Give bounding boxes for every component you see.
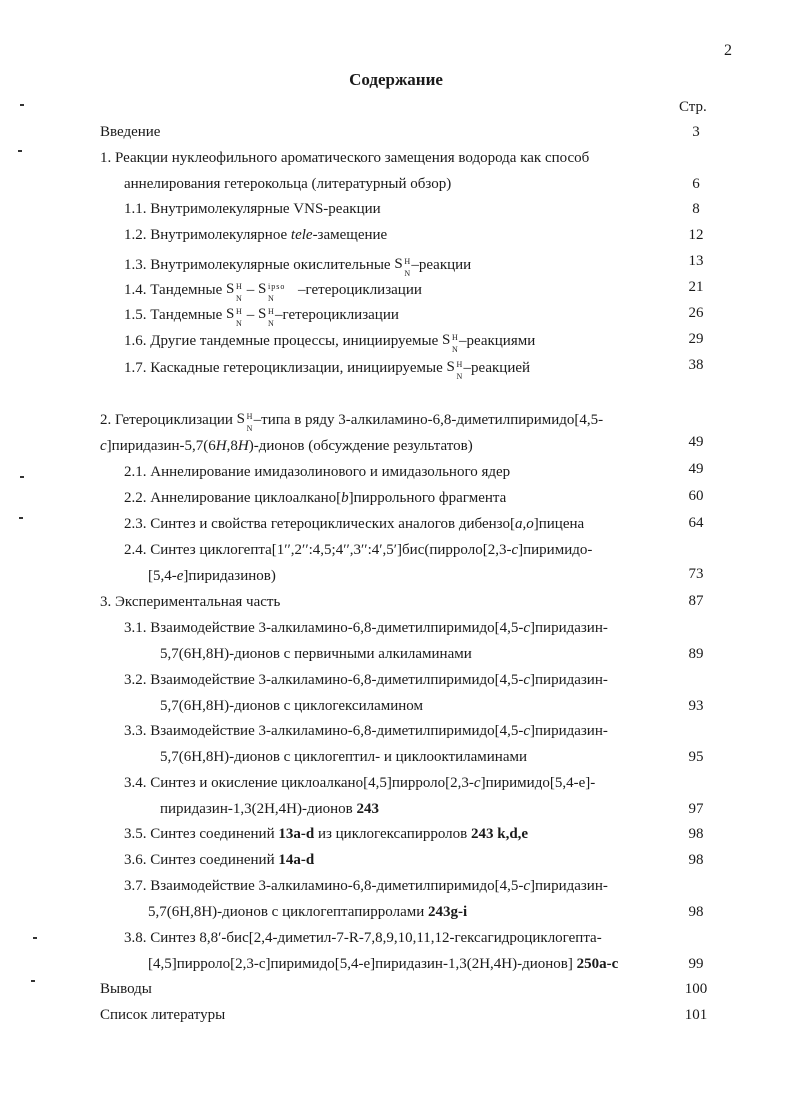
toc-page: 8	[692, 201, 700, 217]
text-italic: H	[215, 438, 227, 454]
toc-page: 49	[688, 461, 704, 477]
toc-entry-3-3-line2: 5,7(6H,8H)-дионов с циклогептил- и циклооктиламинами	[160, 749, 528, 765]
symbol-n: N	[268, 294, 274, 303]
compound-number: 243	[356, 801, 380, 817]
sn-h-symbol	[446, 358, 464, 381]
toc-entry-1-2	[124, 226, 387, 244]
toc-entry-1-5	[124, 305, 399, 328]
symbol-h: H	[268, 307, 274, 316]
text: –реакцией	[463, 360, 531, 376]
text: ]пицена	[533, 516, 585, 532]
toc-entry-3-2-line1	[124, 671, 608, 689]
text: –гетероциклизации	[298, 282, 422, 298]
text: ]пиридазинов)	[183, 568, 276, 584]
toc-page: 13	[688, 253, 704, 269]
text: -замещение	[312, 227, 388, 243]
text: ,8	[226, 438, 238, 454]
text: –реакции	[411, 257, 472, 273]
text: )-дионов (обсуждение результатов)	[248, 438, 473, 454]
toc-entry-3-2-line2: 5,7(6H,8H)-дионов с циклогексиламином	[160, 698, 424, 714]
toc-entry-1-line2: аннелирования гетерокольца (литературный обзор)	[124, 176, 452, 192]
symbol-ipso: ipso	[268, 282, 286, 291]
symbol-n: N	[268, 319, 274, 328]
sn-h-symbol	[394, 255, 411, 278]
toc-page: 95	[688, 749, 704, 765]
text: 3.3. Взаимодействие 3-алкиламино-6,8-диметилпиримидо[4,5-	[124, 723, 524, 739]
symbol-s: S	[236, 411, 246, 427]
text: 3.1. Взаимодействие 3-алкиламино-6,8-диметилпиримидо[4,5-	[124, 620, 524, 636]
toc-entry-3-8-line2	[148, 955, 618, 973]
toc-entry-3-4-line1	[124, 774, 595, 792]
toc-entry-3-7-line2	[148, 903, 467, 921]
scan-mark	[20, 476, 24, 478]
toc-entry-1-6	[124, 331, 536, 354]
symbol-n: N	[404, 269, 411, 278]
symbol-h: H	[236, 282, 242, 291]
sn-h-symbol	[226, 305, 243, 328]
sn-ipso-symbol	[258, 280, 298, 303]
text: –реакциями	[458, 333, 536, 349]
text-italic: e	[176, 568, 184, 584]
toc-page: 21	[688, 279, 704, 295]
text: 2. Гетероциклизации	[100, 412, 237, 428]
text: ]пиридазин-	[530, 723, 608, 739]
toc-entry-3-1-line2: 5,7(6H,8H)-дионов с первичными алкиламинами	[160, 646, 472, 662]
toc-entry-3-1-line1	[124, 619, 608, 637]
text: 2.4. Синтез циклогепта[1′′,2′′:4,5;4′′,3′′:4′,5′]бис(пирроло[2,3-	[124, 542, 512, 558]
toc-page: 98	[688, 852, 704, 868]
text: 1.6. Другие тандемные процессы, инициируемые	[124, 333, 442, 349]
symbol-s: S	[226, 306, 235, 322]
toc-entry-1-3	[124, 255, 472, 278]
text-italic: c	[473, 775, 481, 791]
toc-entry-3-3-line1	[124, 722, 608, 740]
toc-entry-3: 3. Экспериментальная часть	[100, 594, 281, 610]
text-italic: c	[523, 672, 531, 688]
text: 3.6. Синтез соединений	[124, 852, 279, 868]
text-italic: c	[523, 723, 531, 739]
symbol-s: S	[258, 306, 267, 322]
text: –	[243, 307, 259, 323]
scan-mark	[31, 980, 35, 982]
text: 2.2. Аннелирование циклоалкано[	[124, 490, 342, 506]
toc-page: 73	[688, 566, 704, 582]
toc-page: 29	[688, 331, 704, 347]
symbol-s: S	[258, 281, 267, 297]
toc-entry-2-4-line2	[148, 567, 276, 585]
text: ]пиридазин-	[530, 878, 608, 894]
symbol-s: S	[394, 256, 403, 272]
scan-mark	[33, 937, 37, 939]
symbol-h: H	[456, 360, 463, 369]
sn-h-symbol	[258, 305, 275, 328]
symbol-s: S	[441, 332, 451, 348]
toc-entry-2-2	[124, 489, 506, 507]
text: –гетероциклизации	[275, 307, 399, 323]
symbol-n: N	[236, 319, 242, 328]
text: [4,5]пирроло[2,3-c]пиримидо[5,4-e]пиридазин-1,3(2H,4H)-дионов]	[148, 956, 577, 972]
text: из циклогексапирролов	[314, 826, 471, 842]
toc-entry-conclusions: Выводы	[100, 981, 152, 997]
scan-mark	[20, 104, 24, 106]
scan-mark	[19, 517, 23, 519]
text: ]пиримидо[5,4-e]-	[480, 775, 596, 791]
text: ]пиррольного фрагмента	[348, 490, 507, 506]
toc-entry-1-7	[124, 358, 531, 381]
compound-number: 243 k,d,e	[471, 826, 529, 842]
text: пиридазин-1,3(2H,4H)-дионов	[160, 801, 357, 817]
toc-entry-2-1: 2.1. Аннелирование имидазолинового и имидазольного ядер	[124, 464, 511, 480]
text: 1.4. Тандемные	[124, 282, 227, 298]
toc-entry-2-3	[124, 515, 584, 533]
text: ]пиридазин-5,7(6	[106, 438, 216, 454]
toc-page: 38	[688, 357, 704, 373]
toc-title: Содержание	[349, 70, 443, 89]
symbol-h: H	[451, 333, 458, 342]
text: 1.5. Тандемные	[124, 307, 227, 323]
compound-number: 14a-d	[278, 852, 315, 868]
toc-page: 60	[688, 488, 704, 504]
toc-page: 101	[684, 1007, 708, 1023]
text: 1.2. Внутримолекулярное	[124, 227, 291, 243]
symbol-h: H	[246, 412, 253, 421]
text-italic: c	[523, 620, 531, 636]
text: –типа в ряду 3-алкиламино-6,8-диметилпиримидо[4,5-	[253, 412, 604, 428]
toc-entry-references: Список литературы	[100, 1007, 226, 1023]
symbol-s: S	[226, 281, 235, 297]
toc-page: 89	[688, 646, 704, 662]
symbol-s: S	[446, 359, 455, 375]
sn-h-symbol	[226, 280, 243, 303]
toc-entry-3-7-line1	[124, 877, 608, 895]
symbol-n: N	[246, 424, 253, 433]
text-italic: c	[511, 542, 519, 558]
text: 1.3. Внутримолекулярные окислительные	[124, 257, 395, 273]
text: –	[243, 282, 259, 298]
symbol-n: N	[236, 294, 242, 303]
page-number: 2	[724, 42, 732, 59]
text-italic: c	[100, 438, 107, 454]
toc-entry-3-6	[124, 851, 314, 869]
toc-entry-3-5	[124, 825, 528, 843]
toc-page: 98	[688, 904, 704, 920]
toc-entry-1-1: 1.1. Внутримолекулярные VNS-реакции	[124, 201, 381, 217]
toc-entry-1-line1: 1. Реакции нуклеофильного ароматического замещения водорода как способ	[100, 150, 590, 166]
symbol-n: N	[451, 345, 458, 354]
toc-page: 64	[688, 515, 704, 531]
text-italic: tele	[290, 227, 313, 243]
toc-page: 98	[688, 826, 704, 842]
text: 2.3. Синтез и свойства гетероциклических аналогов дибензо[	[124, 516, 515, 532]
toc-entry-2-line1	[100, 410, 604, 433]
compound-number: 250a-c	[576, 956, 619, 972]
text-italic: a,o	[515, 516, 534, 532]
text: [5,4-	[148, 568, 177, 584]
scan-mark	[18, 150, 22, 152]
text-italic: b	[341, 490, 349, 506]
text: ]пиримидо-	[518, 542, 593, 558]
toc-page: 93	[688, 698, 704, 714]
toc-page: 12	[688, 227, 704, 243]
page-column-header: Стр.	[679, 99, 707, 115]
text-italic: H	[237, 438, 249, 454]
symbol-h: H	[404, 257, 411, 266]
text: 3.7. Взаимодействие 3-алкиламино-6,8-диметилпиримидо[4,5-	[124, 878, 524, 894]
toc-entry-3-8-line1: 3.8. Синтез 8,8′-бис[2,4-диметил-7-R-7,8,9,10,11,12-гексагидроциклогепта-	[124, 930, 602, 946]
compound-number: 13a-d	[278, 826, 315, 842]
toc-entry-3-4-line2	[160, 800, 379, 818]
toc-entry-2-4-line1	[124, 541, 592, 559]
toc-page: 97	[688, 801, 704, 817]
text: ]пиридазин-	[530, 620, 608, 636]
toc-page: 87	[688, 593, 704, 609]
text: 3.2. Взаимодействие 3-алкиламино-6,8-диметилпиримидо[4,5-	[124, 672, 524, 688]
toc-page: 26	[688, 305, 704, 321]
text-italic: c	[523, 878, 531, 894]
compound-number: 243g-i	[428, 904, 468, 920]
toc-page: 99	[688, 956, 704, 972]
toc-entry-2-line2	[100, 437, 473, 455]
toc-page: 49	[688, 434, 704, 450]
toc-entry-intro: Введение	[100, 124, 161, 140]
symbol-h: H	[236, 307, 242, 316]
toc-page: 3	[692, 124, 700, 140]
sn-h-symbol	[441, 331, 459, 354]
sn-h-symbol	[236, 410, 254, 433]
toc-page: 100	[684, 981, 708, 997]
text: 3.5. Синтез соединений	[124, 826, 279, 842]
text: 5,7(6H,8H)-дионов с циклогептапирролами	[148, 904, 429, 920]
text: ]пиридазин-	[530, 672, 608, 688]
toc-entry-1-4	[124, 280, 422, 303]
symbol-n: N	[456, 372, 463, 381]
toc-page: 6	[692, 176, 700, 192]
text: 1.7. Каскадные гетероциклизации, инициируемые	[124, 360, 447, 376]
text: 3.4. Синтез и окисление циклоалкано[4,5]пирроло[2,3-	[124, 775, 474, 791]
